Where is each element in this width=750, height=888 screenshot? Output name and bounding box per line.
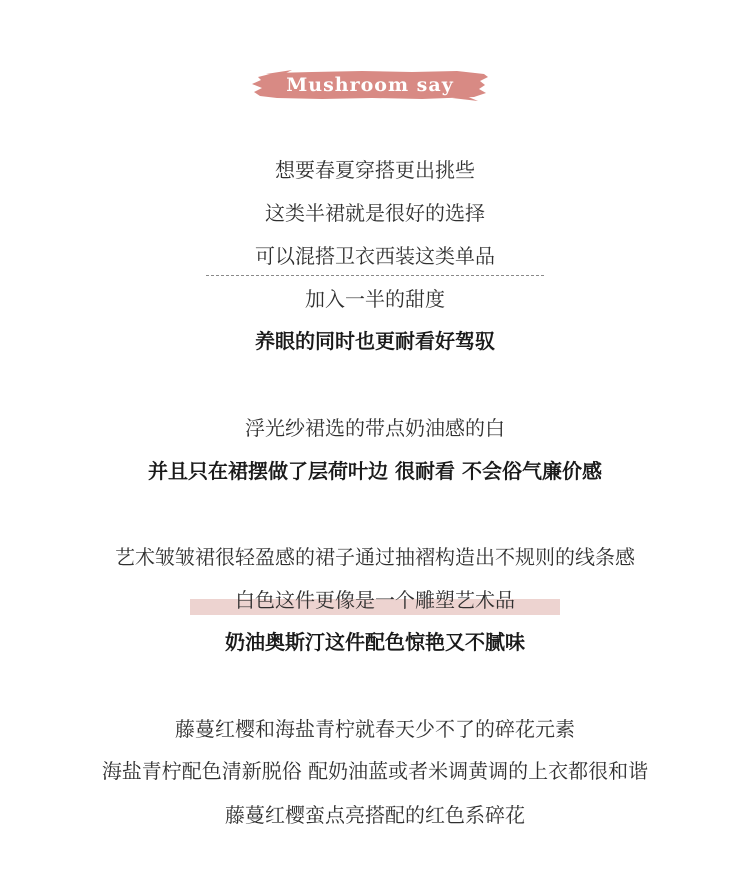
dashed-divider: [206, 275, 544, 276]
body-line: 艺术皱皱裙很轻盈感的裙子通过抽褶构造出不规则的线条感: [115, 545, 635, 569]
emphasis-line: 养眼的同时也更耐看好驾驭: [255, 329, 495, 353]
body-line: 想要春夏穿搭更出挑些: [275, 158, 475, 182]
body-line: 这类半裙就是很好的选择: [265, 201, 485, 225]
body-line: 海盐青柠配色清新脱俗 配奶油蓝或者米调黄调的上衣都很和谐: [101, 759, 649, 783]
emphasis-line: 并且只在裙摆做了层荷叶边 很耐看 不会俗气廉价感: [148, 459, 602, 483]
body-line: 藤蔓红樱和海盐青柠就春天少不了的碎花元素: [175, 717, 575, 741]
section-title-banner: [252, 68, 488, 102]
body-line: 浮光纱裙选的带点奶油感的白: [245, 416, 505, 440]
body-line: 加入一半的甜度: [305, 287, 445, 311]
section-title: Mushroom say: [286, 74, 454, 96]
body-line: 白色这件更像是一个雕塑艺术品: [235, 588, 515, 612]
body-line: 可以混搭卫衣西装这类单品: [255, 244, 495, 268]
emphasis-line: 奶油奥斯汀这件配色惊艳又不腻味: [225, 630, 525, 654]
body-line: 藤蔓红樱蛮点亮搭配的红色系碎花: [225, 803, 525, 827]
